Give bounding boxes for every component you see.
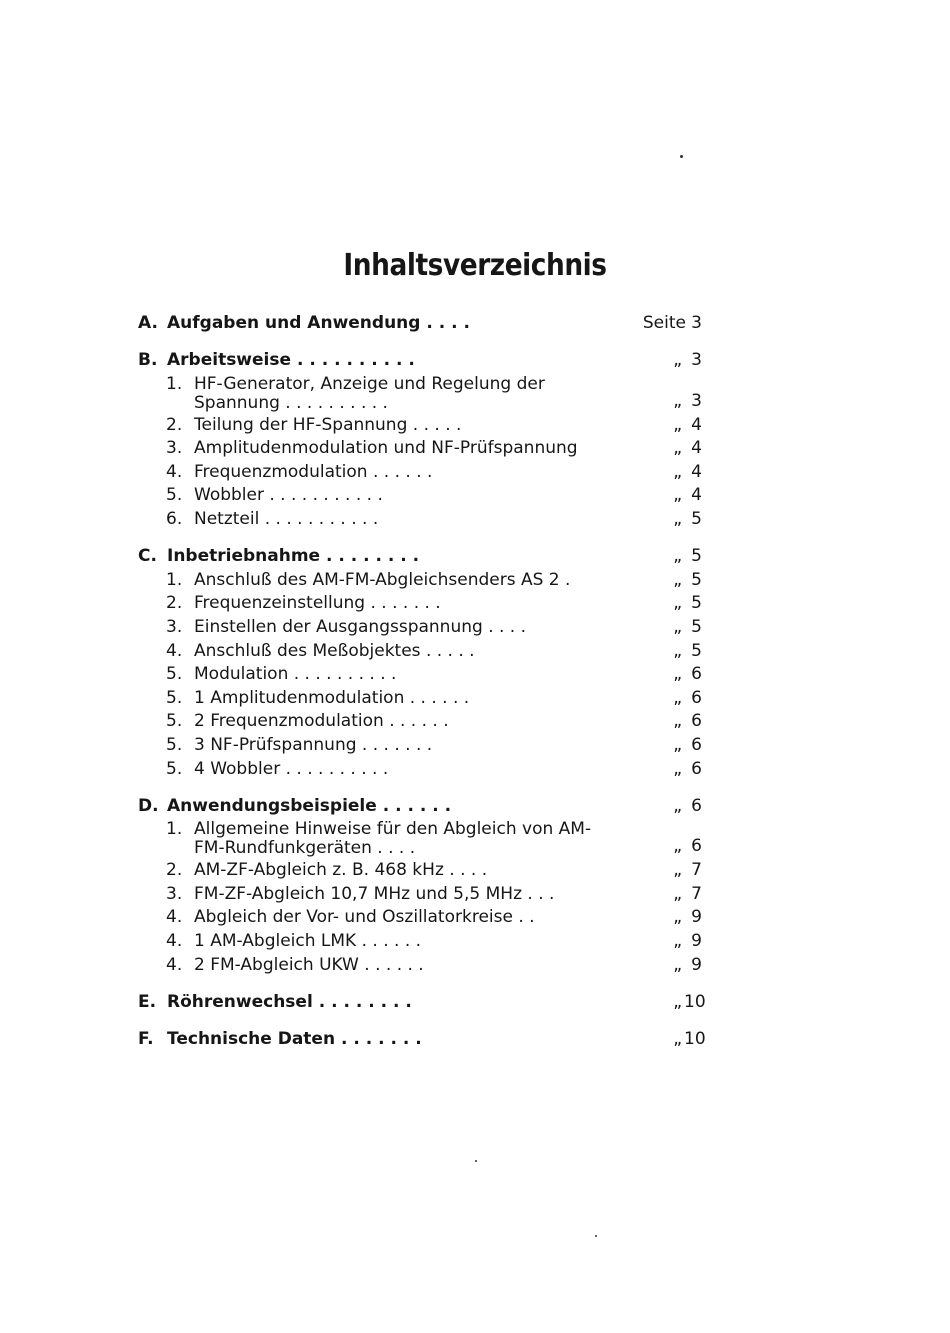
ditto-mark: „ — [673, 593, 682, 614]
table-of-contents — [138, 312, 718, 1051]
toc-number: 5. — [166, 664, 183, 685]
toc-label: AM-ZF-Abgleich z. B. 468 kHz . . . . — [194, 860, 488, 881]
page-title: Inhaltsverzeichnis — [343, 248, 607, 283]
ditto-mark: „ — [673, 461, 682, 482]
toc-label: Anschluß des Meßobjektes . . . . . — [194, 640, 475, 661]
ditto-mark: „ — [673, 836, 682, 857]
ditto-mark: „ — [673, 616, 682, 637]
toc-page-number: 5 — [691, 509, 702, 530]
toc-entry[interactable] — [138, 734, 718, 758]
toc-entry[interactable] — [138, 414, 718, 438]
toc-label: Technische Daten . . . . . . . — [167, 1028, 422, 1049]
toc-page-number: 3 — [691, 313, 702, 333]
toc-label: 2 FM-Abgleich UKW . . . . . . — [194, 954, 424, 975]
ditto-mark: „ — [673, 860, 682, 881]
scan-speck — [680, 155, 683, 158]
toc-section-d[interactable] — [138, 795, 718, 819]
toc-page-number: 6 — [691, 836, 702, 857]
toc-number: 5. — [166, 711, 183, 732]
toc-label: Allgemeine Hinweise für den Abgleich von AM-FM-Rundfunkgeräten . . . . — [194, 819, 592, 859]
toc-label: 1 Amplitudenmodulation . . . . . . — [194, 687, 470, 708]
toc-number: 1. — [166, 373, 183, 394]
toc-label: 1 AM-Abgleich LMK . . . . . . — [194, 930, 422, 951]
toc-number: 3. — [166, 616, 183, 637]
toc-page-number: 6 — [691, 711, 702, 732]
toc-label: Röhrenwechsel . . . . . . . . — [167, 991, 412, 1012]
toc-page-number: 10 — [684, 1028, 706, 1049]
ditto-mark: „ — [673, 758, 682, 779]
toc-entry[interactable] — [138, 592, 718, 616]
toc-label: 2 Frequenzmodulation . . . . . . — [194, 711, 449, 732]
ditto-mark: „ — [673, 734, 682, 755]
toc-page-number: 6 — [691, 795, 702, 816]
toc-number: 4. — [166, 907, 183, 928]
toc-entry[interactable] — [138, 616, 718, 640]
toc-label: Anwendungsbeispiele . . . . . . — [167, 795, 452, 816]
toc-entry[interactable] — [138, 758, 718, 782]
toc-page-number: 6 — [691, 758, 702, 779]
toc-label: Einstellen der Ausgangsspannung . . . . — [194, 616, 527, 637]
toc-number: 5. — [166, 758, 183, 779]
toc-entry[interactable] — [138, 640, 718, 664]
toc-number: 2. — [166, 593, 183, 614]
ditto-mark: „ — [673, 795, 682, 816]
toc-label: Teilung der HF-Spannung . . . . . — [194, 414, 462, 435]
toc-entry[interactable] — [138, 710, 718, 734]
toc-number: 4. — [166, 640, 183, 661]
toc-label: Frequenzmodulation . . . . . . — [194, 461, 433, 482]
toc-label: 4 Wobbler . . . . . . . . . . — [194, 758, 389, 779]
toc-entry[interactable] — [138, 663, 718, 687]
toc-number: 4. — [166, 954, 183, 975]
toc-entry[interactable] — [138, 906, 718, 930]
toc-page-number: 9 — [691, 930, 702, 951]
toc-number: 2. — [166, 860, 183, 881]
ditto-mark: „ — [673, 414, 682, 435]
toc-entry[interactable] — [138, 930, 718, 954]
toc-entry[interactable] — [138, 687, 718, 711]
toc-section-e[interactable] — [138, 991, 718, 1015]
ditto-mark: „ — [673, 509, 682, 530]
ditto-mark: „ — [673, 1028, 682, 1049]
ditto-mark: „ — [673, 546, 682, 567]
toc-page-number: 5 — [691, 593, 702, 614]
toc-section-a[interactable] — [138, 312, 718, 336]
toc-entry[interactable] — [138, 373, 718, 414]
toc-page-number: 4 — [691, 438, 702, 459]
toc-entry[interactable] — [138, 883, 718, 907]
toc-label: Modulation . . . . . . . . . . — [194, 664, 397, 685]
toc-entry[interactable] — [138, 859, 718, 883]
ditto-mark: „ — [673, 930, 682, 951]
toc-page-number: 4 — [691, 485, 702, 506]
toc-entry[interactable] — [138, 569, 718, 593]
toc-entry[interactable] — [138, 437, 718, 461]
toc-number: 2. — [166, 414, 183, 435]
toc-page-number: 3 — [691, 350, 702, 371]
toc-page-number: 3 — [691, 390, 702, 411]
toc-label: Frequenzeinstellung . . . . . . . — [194, 593, 441, 614]
ditto-mark: „ — [673, 485, 682, 506]
toc-page-number: 7 — [691, 860, 702, 881]
ditto-mark: „ — [673, 569, 682, 590]
toc-section-c[interactable] — [138, 545, 718, 569]
toc-number: 4. — [166, 461, 183, 482]
toc-label: Inbetriebnahme . . . . . . . . — [167, 546, 420, 567]
toc-number: F. — [138, 1028, 154, 1049]
toc-number: 5. — [166, 734, 183, 755]
ditto-mark: „ — [673, 390, 682, 411]
toc-label: Wobbler . . . . . . . . . . . — [194, 485, 383, 506]
toc-entry[interactable] — [138, 461, 718, 485]
ditto-mark: „ — [673, 664, 682, 685]
toc-page-number: 7 — [691, 883, 702, 904]
ditto-mark: „ — [673, 350, 682, 371]
toc-number: 6. — [166, 509, 183, 530]
toc-entry[interactable] — [138, 508, 718, 532]
toc-label: Arbeitsweise . . . . . . . . . . — [167, 350, 415, 371]
ditto-mark: „ — [673, 438, 682, 459]
ditto-mark: „ — [673, 991, 682, 1012]
toc-number: E. — [138, 991, 157, 1012]
toc-number: 5. — [166, 687, 183, 708]
toc-number: 3. — [166, 883, 183, 904]
toc-number: 4. — [166, 930, 183, 951]
toc-entry[interactable] — [138, 484, 718, 508]
toc-number: A. — [138, 313, 158, 333]
toc-entry[interactable] — [138, 954, 718, 978]
toc-page-number: 9 — [691, 954, 702, 975]
toc-label: Aufgaben und Anwendung . . . . — [167, 313, 470, 333]
ditto-mark: „ — [673, 954, 682, 975]
toc-page-number: 5 — [691, 640, 702, 661]
ditto-mark: „ — [673, 883, 682, 904]
toc-entry[interactable] — [138, 818, 718, 859]
toc-section-b[interactable] — [138, 349, 718, 373]
toc-label: Abgleich der Vor- und Oszillatorkreise . . — [194, 907, 535, 928]
seite-label: Seite — [642, 313, 686, 333]
toc-number: D. — [138, 795, 159, 816]
toc-page-number: 4 — [691, 414, 702, 435]
scan-speck — [595, 1235, 597, 1237]
toc-label: 3 NF-Prüfspannung . . . . . . . — [194, 734, 433, 755]
ditto-mark: „ — [673, 687, 682, 708]
toc-number: 1. — [166, 819, 183, 840]
toc-page-number: 4 — [691, 461, 702, 482]
toc-page-number: 5 — [691, 616, 702, 637]
toc-number: B. — [138, 350, 158, 371]
toc-number: C. — [138, 546, 157, 567]
toc-label: Netzteil . . . . . . . . . . . — [194, 509, 379, 530]
toc-number: 5. — [166, 485, 183, 506]
toc-page-number: 5 — [691, 569, 702, 590]
toc-page-number: 5 — [691, 546, 702, 567]
toc-label: HF-Generator, Anzeige und Regelung der Spannung . . . . . . . . . . — [194, 373, 545, 413]
toc-label: Amplitudenmodulation und NF-Prüfspannung — [194, 438, 578, 459]
toc-page-number: 9 — [691, 907, 702, 928]
ditto-mark: „ — [673, 711, 682, 732]
scan-speck — [475, 1160, 477, 1162]
toc-page-number: 6 — [691, 664, 702, 685]
toc-page-number: 6 — [691, 687, 702, 708]
toc-section-f[interactable] — [138, 1028, 718, 1052]
toc-number: 3. — [166, 438, 183, 459]
ditto-mark: „ — [673, 640, 682, 661]
toc-page-number: 6 — [691, 734, 702, 755]
ditto-mark: „ — [673, 907, 682, 928]
toc-page-number: 10 — [684, 991, 706, 1012]
toc-label: Anschluß des AM-FM-Abgleichsenders AS 2 . — [194, 569, 571, 590]
toc-number: 1. — [166, 569, 183, 590]
toc-label: FM-ZF-Abgleich 10,7 MHz und 5,5 MHz . . . — [194, 883, 555, 904]
